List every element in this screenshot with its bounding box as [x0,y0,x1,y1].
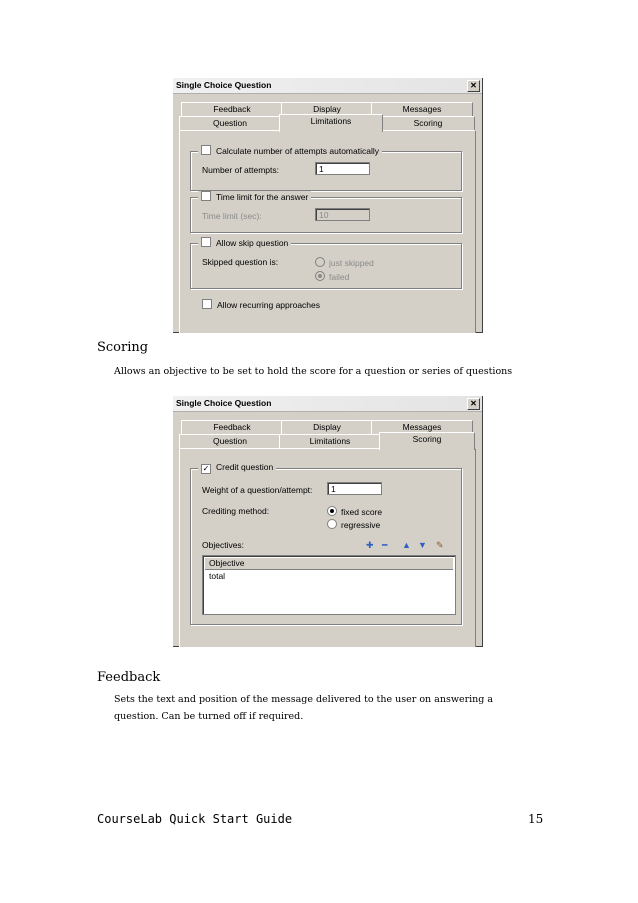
weight-input[interactable]: 1 [327,482,382,495]
tab-panel [179,130,476,333]
tab-feedback[interactable]: Feedback [181,102,283,116]
dialog-title: Single Choice Question [176,398,272,408]
crediting-method-label: Crediting method: [202,506,270,516]
edit-icon[interactable]: ✎ [436,540,444,550]
radio-icon [315,271,325,281]
time-limit-checkbox[interactable]: Time limit for the answer [198,191,311,202]
weight-label: Weight of a question/attempt: [202,485,313,495]
page-number: 15 [528,812,544,826]
tab-question[interactable]: Question [179,434,281,448]
time-limit-sec-label: Time limit (sec): [202,211,262,221]
dialog-titlebar [173,78,482,94]
feedback-heading: Feedback [97,670,161,685]
feedback-line-2: question. Can be turned off if required. [114,711,304,722]
tab-question[interactable]: Question [179,116,281,130]
checkbox-icon [201,145,211,155]
tab-messages[interactable]: Messages [371,420,473,434]
move-up-icon[interactable]: ▲ [402,540,411,550]
tab-limitations[interactable]: Limitations [279,114,383,132]
list-item[interactable]: total [209,571,226,581]
close-icon[interactable]: ✕ [467,80,480,92]
calc-attempts-checkbox[interactable]: Calculate number of attempts automatically [198,145,382,156]
radio-icon [327,519,337,529]
objectives-toolbar [366,540,456,551]
allow-skip-checkbox[interactable]: Allow skip question [198,237,291,248]
tab-feedback[interactable]: Feedback [181,420,283,434]
close-icon[interactable]: ✕ [467,398,480,410]
checkbox-icon [201,237,211,247]
checkbox-icon [202,299,212,309]
radio-fixed-score[interactable]: fixed score [327,506,382,517]
radio-failed[interactable]: failed [315,271,349,282]
footer-title: CourseLab Quick Start Guide [97,812,293,826]
radio-icon [327,506,337,516]
tab-panel [179,448,476,647]
objective-column-header[interactable]: Objective [205,558,453,570]
feedback-line-1: Sets the text and position of the message delivered to the user on answering a [114,694,494,705]
dialog-limitations [172,77,482,332]
remove-icon[interactable]: ━ [382,540,388,550]
dialog-titlebar [173,396,482,412]
radio-icon [315,257,325,267]
objectives-label: Objectives: [202,540,245,550]
time-limit-sec-input[interactable]: 10 [315,208,370,221]
tab-display[interactable]: Display [281,102,373,116]
tab-scoring[interactable]: Scoring [381,116,475,130]
dialog-title: Single Choice Question [176,80,272,90]
add-icon[interactable]: ✚ [366,540,374,550]
tab-messages[interactable]: Messages [371,102,473,116]
objectives-list[interactable] [202,555,456,615]
tab-limitations[interactable]: Limitations [279,434,381,448]
checkbox-icon [201,191,211,201]
num-attempts-label: Number of attempts: [202,165,280,175]
move-down-icon[interactable]: ▼ [418,540,427,550]
radio-regressive[interactable]: regressive [327,519,380,530]
checkmark-icon: ✓ [202,464,210,473]
num-attempts-input[interactable]: 1 [315,162,370,175]
radio-just-skipped[interactable]: just skipped [315,257,374,268]
scoring-heading: Scoring [97,340,149,355]
tab-display[interactable]: Display [281,420,373,434]
dialog-scoring [172,395,482,646]
skipped-is-label: Skipped question is: [202,257,279,267]
scoring-description: Allows an objective to be set to hold the score for a question or series of questions [114,366,513,377]
tab-scoring[interactable]: Scoring [379,432,475,450]
credit-checkbox[interactable]: ✓ Credit question [198,462,276,474]
recurring-checkbox[interactable]: Allow recurring approaches [202,299,320,310]
